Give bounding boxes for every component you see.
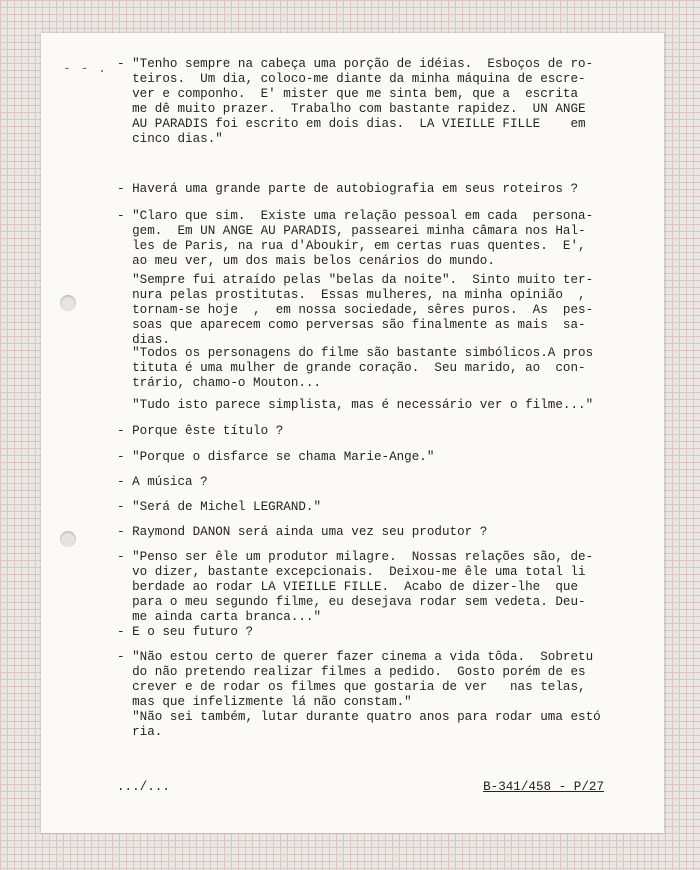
paragraph: "Sempre fui atraído pelas "belas da noite". Sinto muito ter- nura pelas prostitutas. Essas mulheres, na minha opinião , tornam-se hoje , em nossa sociedade, sêres puros. As pes- soas que aparecem como perversas são finalmente as mais sa- dias. [132, 273, 594, 347]
paragraph: - "Claro que sim. Existe uma relação pessoal em cada persona- gem. Em UN ANGE AU PARADIS, passearei minha câmara nos Hal- les de Paris, na rua d'Aboukir, em certas ruas quentes. E', ao meu ver, um dos mais belos cenários do mundo. [117, 209, 594, 268]
document-page [41, 33, 664, 833]
paragraph: - Porque êste título ? [117, 424, 284, 438]
paragraph: - E o seu futuro ? [117, 625, 254, 639]
corner-mark: - - . [63, 61, 108, 76]
paragraph: - "Penso ser êle um produtor milagre. Nossas relações são, de- vo dizer, bastante excepcionais. Deixou-me êle uma total li berdade ao rodar LA VIEILLE FILLE. Acabo de dizer-lhe que para o meu segundo filme, eu desejava rodar sem vedeta. Deu- me ainda carta branca..." [117, 550, 594, 624]
paragraph: - "Porque o disfarce se chama Marie-Ange." [117, 450, 435, 464]
paragraph: - "Não estou certo de querer fazer cinema a vida tôda. Sobretu do não pretendo realizar filmes a pedido. Gosto porém de es crever e de rodar os filmes que gostaria de ver nas telas, mas que infelizmente lá não constam." [117, 650, 594, 709]
paragraph: "Todos os personagens do filme são bastante simbólicos.A pros tituta é uma mulher de grande coração. Seu marido, ao con- trário, chamo-o Mouton... [132, 346, 594, 390]
paragraph: - "Tenho sempre na cabeça uma porção de idéias. Esboços de ro- teiros. Um dia, coloco-me diante da minha máquina de escre- ver e componho. E' mister que me sinta bem, que a escrita me dê muito prazer. Trabalho com bastante rapidez. UN ANGE AU PARADIS foi escrito em dois dias. LA VIEILLE FILLE em cinco dias." [117, 57, 594, 146]
paragraph: "Não sei também, lutar durante quatro anos para rodar uma estó ria. [132, 710, 601, 739]
paragraph: "Tudo isto parece simplista, mas é necessário ver o filme..." [117, 398, 594, 412]
punch-hole [60, 531, 76, 547]
paragraph: - Raymond DANON será ainda uma vez seu produtor ? [117, 525, 488, 539]
paragraph: - Haverá uma grande parte de autobiografia em seus roteiros ? [117, 182, 579, 196]
punch-hole [60, 295, 76, 311]
continuation-mark: .../... [117, 780, 170, 794]
document-reference: B-341/458 - P/27 [483, 780, 604, 794]
paragraph: - A música ? [117, 475, 208, 489]
paragraph: - "Será de Michel LEGRAND." [117, 500, 322, 514]
